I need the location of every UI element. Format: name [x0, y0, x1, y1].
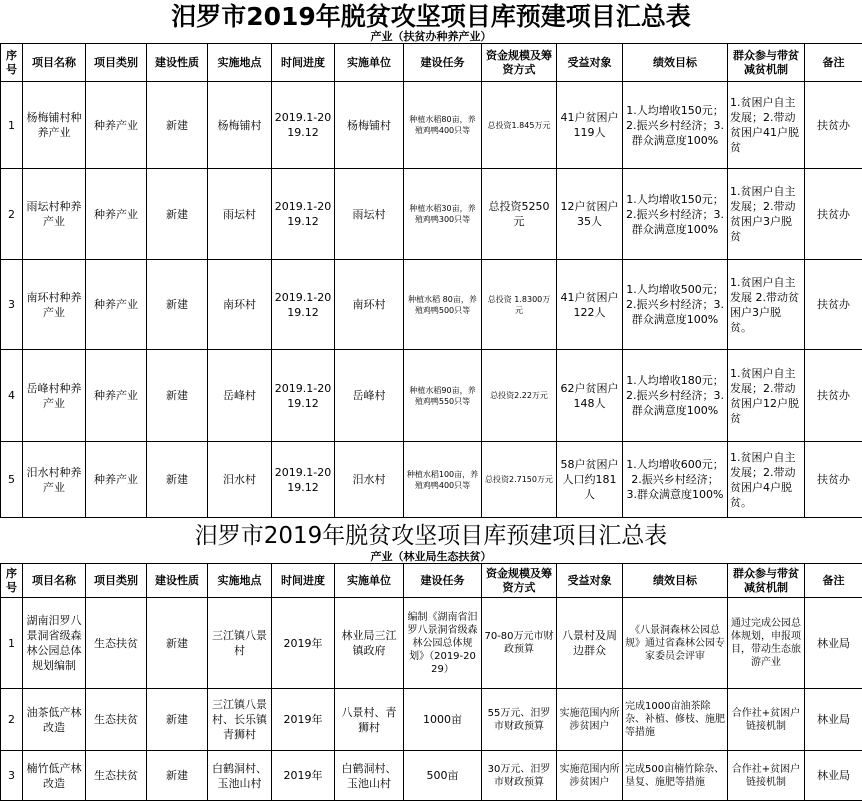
construction-task: 种植水稻30亩，养殖鸡鸭300只等 [404, 169, 482, 260]
header-cell: 备注 [805, 44, 862, 82]
implementing-unit: 白鹤洞村、玉池山村 [335, 751, 404, 801]
row-number: 1 [1, 598, 23, 689]
poverty-mechanism: 1.贫困户自主发展；2.带动贫困户4户脱贫。 [728, 442, 805, 518]
implementing-unit: 八景村、青狮村 [335, 689, 404, 751]
project-name: 杨梅铺村种养产业 [23, 82, 86, 169]
header-cell: 资金规模及筹资方式 [482, 44, 557, 82]
table-row [1, 260, 862, 350]
time-schedule: 2019.1-2019.12 [272, 350, 335, 442]
project-name: 油茶低产林改造 [23, 689, 86, 751]
project-name: 雨坛村种养产业 [23, 169, 86, 260]
project-category: 生态扶贫 [86, 751, 147, 801]
construction-nature: 新建 [147, 260, 208, 350]
time-schedule: 2019年 [272, 598, 335, 689]
header-cell: 备注 [805, 564, 862, 598]
poverty-mechanism: 合作社+贫困户链接机制 [728, 751, 805, 801]
performance-goal: 1.人均增收180元；2.振兴乡村经济；3.群众满意度100% [623, 350, 728, 442]
header-cell: 时间进度 [272, 564, 335, 598]
project-category: 生态扶贫 [86, 598, 147, 689]
funding: 30万元、汨罗市财政预算 [482, 751, 557, 801]
table-row [1, 598, 862, 689]
time-schedule: 2019.1-2019.12 [272, 169, 335, 260]
beneficiary: 实施范围内所涉贫困户 [557, 689, 623, 751]
implementing-unit: 南环村 [335, 260, 404, 350]
poverty-mechanism: 通过完成公园总体规划，申报项目，带动生态旅游产业 [728, 598, 805, 689]
location: 岳峰村 [208, 350, 272, 442]
project-name: 湖南汨罗八景洞省级森林公园总体规划编制 [23, 598, 86, 689]
table-header-row [1, 44, 862, 82]
row-number: 2 [1, 169, 23, 260]
beneficiary: 41户贫困户122人 [557, 260, 623, 350]
beneficiary: 62户贫困户148人 [557, 350, 623, 442]
header-cell: 项目类别 [86, 564, 147, 598]
implementing-unit: 雨坛村 [335, 169, 404, 260]
project-category: 种养产业 [86, 350, 147, 442]
header-cell: 序号 [1, 44, 23, 82]
funding: 总投资1.845万元 [482, 82, 557, 169]
remark: 扶贫办 [805, 169, 862, 260]
performance-goal: 1.人均增收150元；2.振兴乡村经济；3.群众满意度100% [623, 169, 728, 260]
document-subtitle-2: 产业（林业局生态扶贫） [0, 551, 862, 562]
funding: 总投资2.7150万元 [482, 442, 557, 518]
project-category: 种养产业 [86, 442, 147, 518]
header-cell: 建设任务 [404, 44, 482, 82]
construction-nature: 新建 [147, 689, 208, 751]
row-number: 2 [1, 689, 23, 751]
header-cell: 项目名称 [23, 44, 86, 82]
project-name: 楠竹低产林改造 [23, 751, 86, 801]
construction-nature: 新建 [147, 751, 208, 801]
remark: 林业局 [805, 751, 862, 801]
table-row [1, 751, 862, 801]
performance-goal: 《八景洞森林公园总规》通过省森林公园专家委员会评审 [623, 598, 728, 689]
project-name: 汨水村种养产业 [23, 442, 86, 518]
performance-goal: 1.人均增收150元；2.振兴乡村经济；3.群众满意度100% [623, 82, 728, 169]
construction-task: 种植水稻90亩，养殖鸡鸭550只等 [404, 350, 482, 442]
header-cell: 受益对象 [557, 564, 623, 598]
beneficiary: 41户贫困户119人 [557, 82, 623, 169]
funding: 55万元、汨罗市财政预算 [482, 689, 557, 751]
project-table-2 [0, 563, 862, 801]
construction-nature: 新建 [147, 442, 208, 518]
construction-task: 种植水稻 80亩，养殖鸡鸭500只等 [404, 260, 482, 350]
row-number: 5 [1, 442, 23, 518]
header-cell: 群众参与带贫减贫机制 [728, 44, 805, 82]
performance-goal: 1.人均增收600元； 2.振兴乡村经济； 3.群众满意度100% [623, 442, 728, 518]
funding: 70-80万元市财政预算 [482, 598, 557, 689]
header-cell: 时间进度 [272, 44, 335, 82]
table-row [1, 689, 862, 751]
document-title-1: 汨罗市2019年脱贫攻坚项目库预建项目汇总表 [0, 0, 862, 34]
remark: 林业局 [805, 598, 862, 689]
funding: 总投资2.22万元 [482, 350, 557, 442]
performance-goal: 完成1000亩油茶除杂、补植、修枝、施肥等措施 [623, 689, 728, 751]
construction-task: 编制《湖南省汨罗八景洞省级森林公园总体规划》（2019-2029） [404, 598, 482, 689]
construction-nature: 新建 [147, 350, 208, 442]
construction-nature: 新建 [147, 82, 208, 169]
time-schedule: 2019.1-2019.12 [272, 260, 335, 350]
header-cell: 受益对象 [557, 44, 623, 82]
time-schedule: 2019.1-2019.12 [272, 82, 335, 169]
row-number: 1 [1, 82, 23, 169]
construction-task: 种植水稻80亩，养殖鸡鸭400只等 [404, 82, 482, 169]
construction-nature: 新建 [147, 598, 208, 689]
header-cell: 资金规模及筹资方式 [482, 564, 557, 598]
header-cell: 建设性质 [147, 564, 208, 598]
location: 南环村 [208, 260, 272, 350]
poverty-mechanism: 1.贫困户自主发展；2.带动贫困户12户脱贫 [728, 350, 805, 442]
header-cell: 实施地点 [208, 44, 272, 82]
header-cell: 建设任务 [404, 564, 482, 598]
header-cell: 群众参与带贫减贫机制 [728, 564, 805, 598]
remark: 扶贫办 [805, 82, 862, 169]
location: 杨梅铺村 [208, 82, 272, 169]
header-cell: 项目类别 [86, 44, 147, 82]
location: 白鹤洞村、玉池山村 [208, 751, 272, 801]
document-title-2: 汨罗市2019年脱贫攻坚项目库预建项目汇总表 [0, 520, 862, 552]
performance-goal: 1.人均增收500元；2.振兴乡村经济；3.群众满意度100% [623, 260, 728, 350]
funding: 总投资5250元 [482, 169, 557, 260]
remark: 扶贫办 [805, 350, 862, 442]
construction-nature: 新建 [147, 169, 208, 260]
beneficiary: 实施范围内所涉贫困户 [557, 751, 623, 801]
location: 三江镇八景村、长乐镇青狮村 [208, 689, 272, 751]
poverty-mechanism: 合作社+贫困户链接机制 [728, 689, 805, 751]
poverty-mechanism: 1.贫困户自主发展；2.带动贫困户41户脱贫 [728, 82, 805, 169]
header-cell: 绩效目标 [623, 564, 728, 598]
poverty-mechanism: 1.贫困户自主发展 2.带动贫困户3户脱贫。 [728, 260, 805, 350]
row-number: 3 [1, 751, 23, 801]
construction-task: 种植水稻100亩，养殖鸡鸭400只等 [404, 442, 482, 518]
document-subtitle-1: 产业（扶贫办种养产业） [0, 31, 862, 43]
time-schedule: 2019年 [272, 751, 335, 801]
header-cell: 实施单位 [335, 44, 404, 82]
header-cell: 建设性质 [147, 44, 208, 82]
location: 雨坛村 [208, 169, 272, 260]
implementing-unit: 林业局三江镇政府 [335, 598, 404, 689]
table-row [1, 350, 862, 442]
header-cell: 序号 [1, 564, 23, 598]
project-category: 种养产业 [86, 169, 147, 260]
project-table-1 [0, 43, 862, 518]
remark: 扶贫办 [805, 260, 862, 350]
project-category: 生态扶贫 [86, 689, 147, 751]
funding: 总投资 1.8300万元 [482, 260, 557, 350]
performance-goal: 完成500亩楠竹除杂、垦复、施肥等措施 [623, 751, 728, 801]
project-category: 种养产业 [86, 82, 147, 169]
row-number: 4 [1, 350, 23, 442]
beneficiary: 八景村及周边群众 [557, 598, 623, 689]
table-row [1, 442, 862, 518]
header-cell: 实施单位 [335, 564, 404, 598]
project-name: 南环村种养产业 [23, 260, 86, 350]
construction-task: 500亩 [404, 751, 482, 801]
location: 三江镇八景村 [208, 598, 272, 689]
remark: 扶贫办 [805, 442, 862, 518]
project-category: 种养产业 [86, 260, 147, 350]
beneficiary: 12户贫困户35人 [557, 169, 623, 260]
row-number: 3 [1, 260, 23, 350]
construction-task: 1000亩 [404, 689, 482, 751]
project-name: 岳峰村种养产业 [23, 350, 86, 442]
header-cell: 实施地点 [208, 564, 272, 598]
implementing-unit: 岳峰村 [335, 350, 404, 442]
header-cell: 绩效目标 [623, 44, 728, 82]
table-header-row [1, 564, 862, 598]
time-schedule: 2019.1-2019.12 [272, 442, 335, 518]
location: 汨水村 [208, 442, 272, 518]
time-schedule: 2019年 [272, 689, 335, 751]
poverty-mechanism: 1.贫困户自主发展；2.带动贫困户3户脱贫 [728, 169, 805, 260]
table-row [1, 82, 862, 169]
implementing-unit: 杨梅铺村 [335, 82, 404, 169]
table-row [1, 169, 862, 260]
beneficiary: 58户贫困户人口约181人 [557, 442, 623, 518]
header-cell: 项目名称 [23, 564, 86, 598]
implementing-unit: 汨水村 [335, 442, 404, 518]
remark: 林业局 [805, 689, 862, 751]
